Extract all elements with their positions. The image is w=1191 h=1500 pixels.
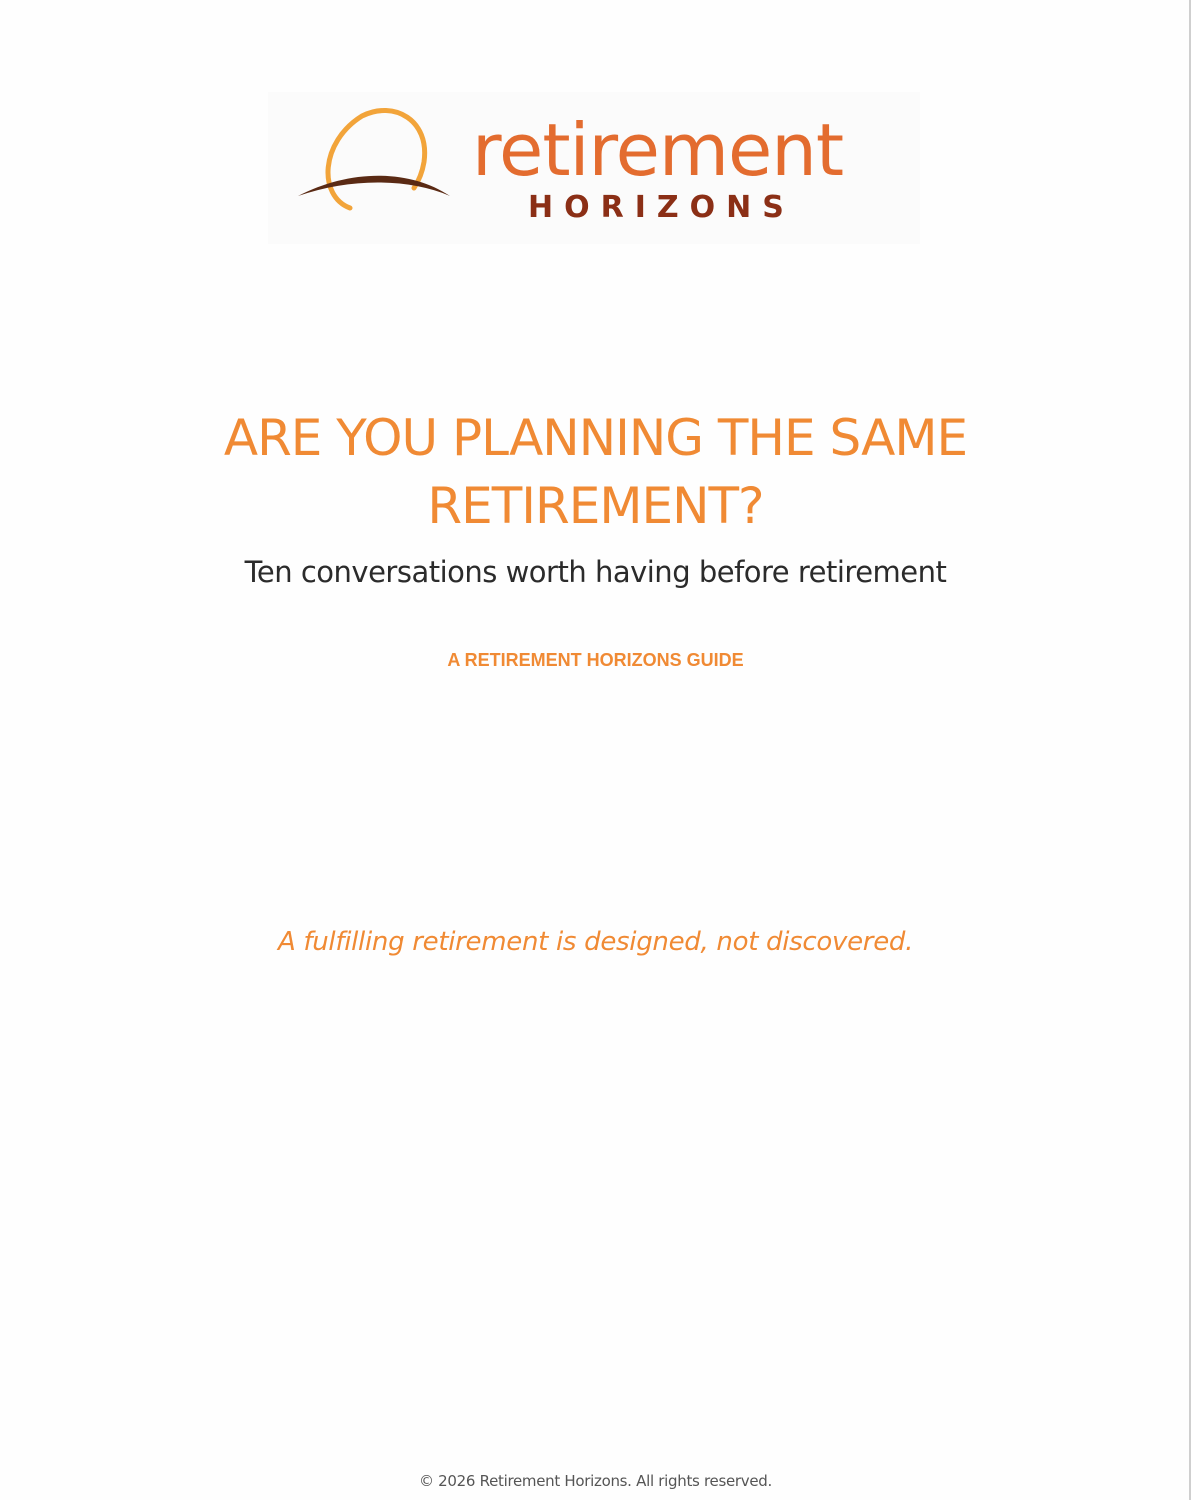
guide-label: A RETIREMENT HORIZONS GUIDE [447,650,744,670]
logo-wordmark: retirement [472,108,844,192]
cover-subtitle: Ten conversations worth having before retirement [244,555,947,589]
sunrise-horizon-icon [268,92,468,244]
brand-logo [268,92,920,244]
logo-subtitle: HORIZONS [528,190,795,225]
cover-title: ARE YOU PLANNING THE SAME RETIREMENT? [223,409,968,535]
cover-tagline: A fulfilling retirement is designed, not discovered. [277,927,914,957]
copyright-footer: © 2026 Retirement Horizons. All rights reserved. [419,1472,772,1490]
